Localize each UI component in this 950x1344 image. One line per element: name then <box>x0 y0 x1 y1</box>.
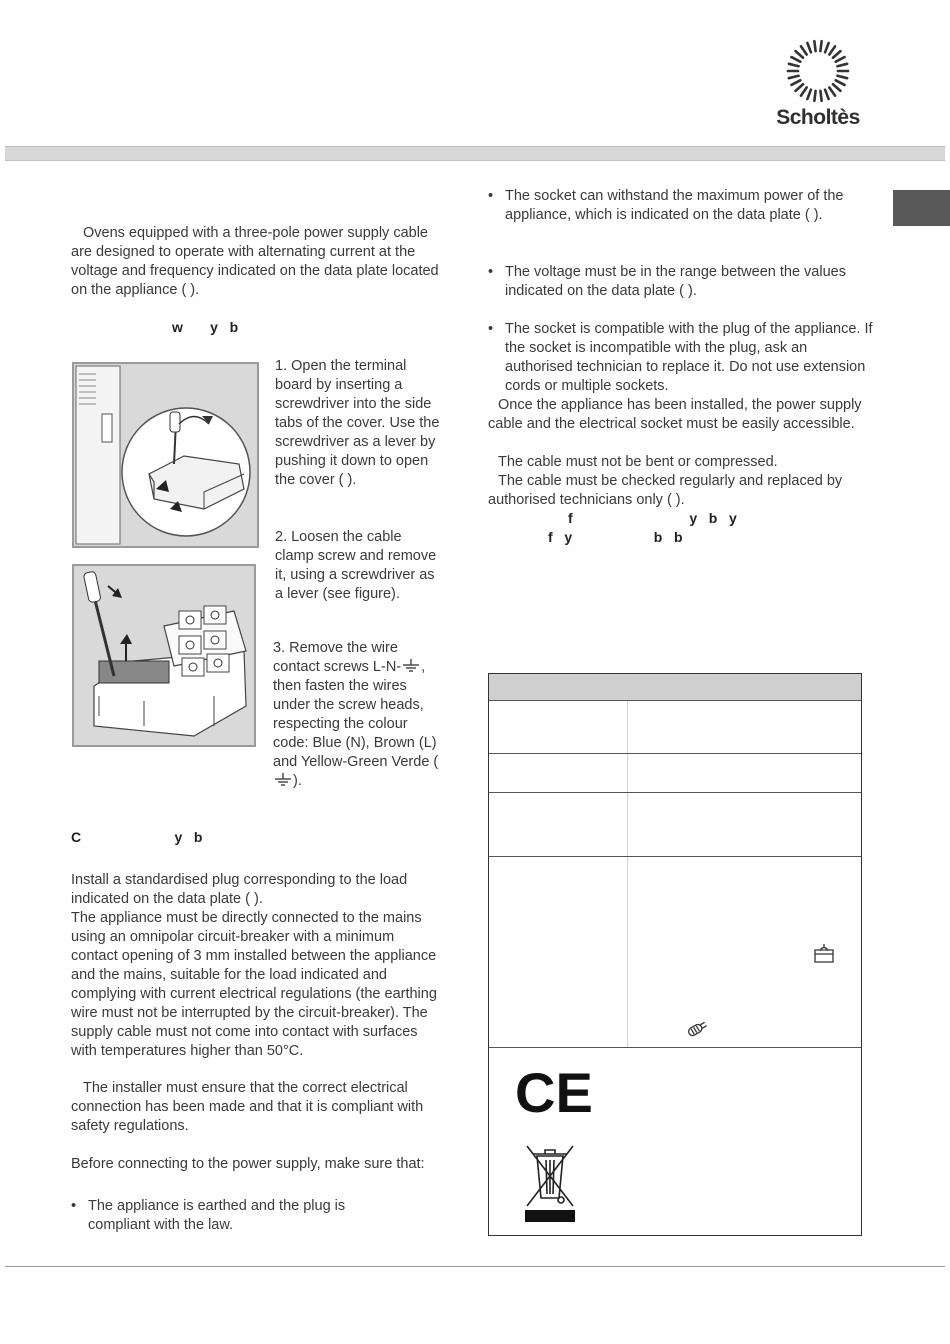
bullet-earthed: • The appliance is earthed and the plug is compliant with the law. <box>71 1197 388 1235</box>
step-3-part-c: ). <box>293 773 302 789</box>
table-divider <box>489 856 861 857</box>
table-divider <box>489 792 861 793</box>
brand-logo <box>772 38 864 134</box>
logo-ray <box>807 43 811 52</box>
ce-mark-icon <box>515 1061 593 1124</box>
table-header <box>489 674 861 701</box>
step-1: 1. Open the terminal board by inserting a screwdriver into the side tabs of the cover. Use the screwdriver as a lever by pushing it down to open the cover ( ). <box>275 358 440 488</box>
intro-paragraph: Ovens equipped with a three-pole power supply cable are designed to operate with alternating current at the voltage and frequency indicated on the data plate located on the appliance ( ). <box>71 225 439 298</box>
cable-clamp-illustration <box>74 566 254 745</box>
logo-ray <box>833 51 840 58</box>
language-tab[interactable] <box>893 190 950 226</box>
logo-ray <box>789 64 799 66</box>
logo-ray <box>836 80 845 85</box>
fragment-line-1: f y b y <box>568 510 737 526</box>
access-note: Once the appliance has been installed, the power supply cable and the electrical socket must be easily accessible. <box>488 397 862 432</box>
logo-ray <box>796 84 803 91</box>
ce-mark-text: CE <box>515 1061 593 1124</box>
logo-ray <box>820 41 821 51</box>
logo-ray <box>829 87 835 95</box>
column-divider <box>627 793 628 856</box>
logo-ray <box>814 41 815 51</box>
specifications-table <box>488 673 862 1236</box>
logo-ray <box>837 76 847 78</box>
connect-plug-text: Install a standardised plug corresponding to the load indicated on the data plate ( ). <box>71 872 408 907</box>
logo-ray <box>801 87 807 95</box>
earth-ground-icon <box>273 773 293 787</box>
step-3 <box>273 639 443 791</box>
logo-ray <box>833 84 840 91</box>
step-3-part-b: , then fasten the wires under the screw heads, respecting the colour code: Blue (N), Brown (L) and Yellow-Green Verde ( <box>273 659 439 770</box>
table-divider <box>489 1047 861 1048</box>
connect-breaker-text: The appliance must be directly connected to the mains using an omnipolar circuit-breaker with a minimum contact opening of 3 mm installed between the appliance and the mains, suitable for the load indicated and complying with current electrical regulations (the earthing wire must not be interrupted by the circuit-breaker). The supply cable must not come into contact with surfaces with temperatures higher than 50°C. <box>71 910 437 1059</box>
logo-ray <box>791 57 800 62</box>
logo-ray <box>825 90 829 99</box>
logo-ray <box>825 43 829 52</box>
sunburst-logo-icon <box>772 38 864 108</box>
logo-ray <box>807 90 811 99</box>
bulb-icon <box>685 1020 709 1038</box>
logo-ray <box>836 57 845 62</box>
column-divider <box>627 701 628 753</box>
installer-note: The installer must ensure that the correct electrical connection has been made and that it is compliant with safety regulations. <box>71 1080 424 1134</box>
before-connect-text: Before connecting to the power supply, make sure that: <box>71 1156 425 1172</box>
cable-clamp-figure <box>72 564 256 747</box>
bullet-socket-power: • The socket can withstand the maximum power of the appliance, which is indicated on the data plate ( ). <box>488 187 875 225</box>
terminal-board-figure <box>72 362 259 548</box>
table-divider <box>489 753 861 754</box>
check-note: The cable must be checked regularly and replaced by authorised technicians only ( ). <box>488 473 843 508</box>
logo-ray <box>789 76 799 78</box>
logo-ray <box>796 51 803 58</box>
logo-ray <box>801 46 807 54</box>
logo-ray <box>791 80 800 85</box>
logo-ray <box>837 64 847 66</box>
earth-ground-icon <box>401 659 421 673</box>
bullet-socket-compatible: • The socket is compatible with the plug of the appliance. If the socket is incompatible with the plug, ask an authorised technician to replace it. Do not use extension cords or multiple sockets. <box>488 320 875 396</box>
logo-ray <box>829 46 835 54</box>
connect-paragraph <box>71 871 441 1061</box>
logo-ray <box>820 91 821 101</box>
bullet-voltage: • The voltage must be in the range between the values indicated on the data plate ( ). <box>488 263 875 301</box>
header-bar <box>5 146 945 161</box>
connect-heading: C y b <box>71 829 203 845</box>
terminal-board-illustration <box>74 364 257 546</box>
cable-heading: w y b <box>172 319 239 335</box>
logo-ray <box>814 91 815 101</box>
step-2: 2. Loosen the cable clamp screw and remove it, using a screwdriver as a lever (see figure). <box>275 529 437 602</box>
column-divider <box>627 754 628 792</box>
step-3-part-a: 3. Remove the wire contact screws L-N- <box>273 640 402 675</box>
crossed-bin-icon <box>521 1138 579 1224</box>
footer-line <box>5 1266 945 1267</box>
fragment-line-2: f y b b <box>548 529 683 545</box>
column-divider <box>627 857 628 1047</box>
oven-icon <box>811 942 837 968</box>
bent-note: The cable must not be bent or compressed. <box>498 454 778 470</box>
brand-name: Scholtès <box>776 106 860 129</box>
